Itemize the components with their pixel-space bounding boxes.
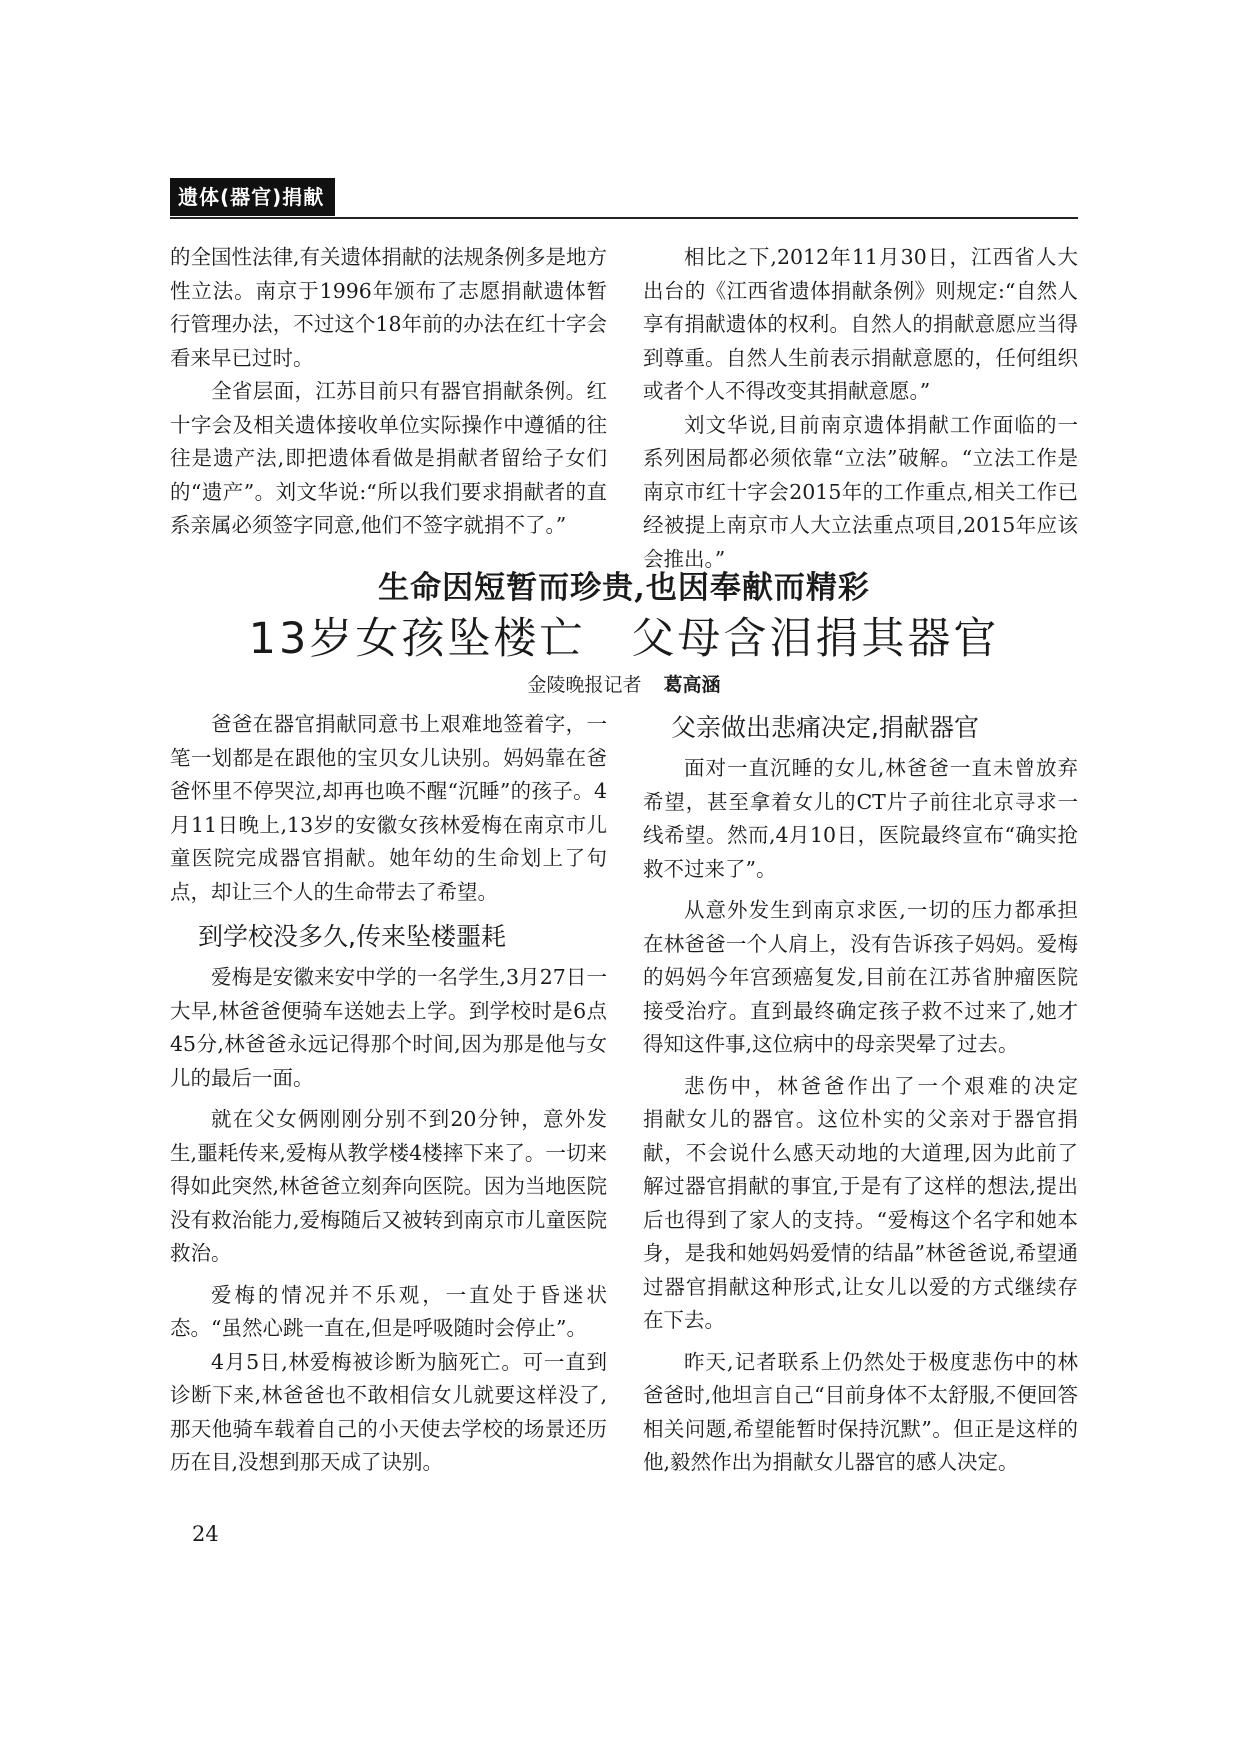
subheading: 父亲做出悲痛决定,捐献器官: [671, 713, 979, 742]
paragraph: 全省层面，江苏目前只有器官捐献条例。红十字会及相关遗体接收单位实际操作中遵循的往往是遗产法,即把遗体看做是捐献者留给子女们的“遗产”。刘文华说:“所以我们要求捐献者的直系亲属必须签字同意,他们不签字就捐不了。”: [170, 379, 607, 537]
subheading: 到学校没多久,传来坠楼噩耗: [198, 922, 506, 951]
section-tag: 遗体(器官)捐献: [170, 178, 335, 216]
article-headline: 13岁女孩坠楼亡 父母含泪捐其器官: [248, 614, 1000, 664]
paragraph: 从意外发生到南京求医,一切的压力都承担在林爸爸一个人肩上，没有告诉孩子妈妈。爱梅的妈妈今年宫颈癌复发,目前在江苏省肿瘤医院接受治疗。直到最终确定孩子救不过来了,她才得知这件事,这位病中的母亲哭晕了过去。: [643, 898, 1078, 1056]
byline: [170, 670, 1078, 697]
prior-article-left-column: [170, 241, 607, 543]
page-number: 24: [192, 1522, 219, 1546]
paragraph: 4月5日,林爱梅被诊断为脑死亡。可一直到诊断下来,林爸爸也不敢相信女儿就要这样没了,那天他骑车载着自己的小天使去学校的场景还历历在目,没想到那天成了诀别。: [170, 1349, 607, 1474]
intro-paragraph: 爸爸在器官捐献同意书上艰难地签着字，一笔一划都是在跟他的宝贝女儿诀别。妈妈靠在爸爸怀里不停哭泣,却再也唤不醒“沉睡”的孩子。4月11日晚上,13岁的安徽女孩林爱梅在南京市儿童医院完成器官捐献。她年幼的生命划上了句点，却让三个人的生命带去了希望。: [170, 712, 607, 904]
paragraph: 就在父女俩刚刚分别不到20分钟，意外发生,噩耗传来,爱梅从教学楼4楼摔下来了。一切来得如此突然,林爸爸立刻奔向医院。因为当地医院没有救治能力,爱梅随后又被转到南京市儿童医院救治。: [170, 1107, 608, 1265]
paragraph: 的全国性法律,有关遗体捐献的法规条例多是地方性立法。南京于1996年颁布了志愿捐献遗体暂行管理办法，不过这个18年前的办法在红十字会看来早已过时。: [170, 245, 608, 370]
header-rule: [170, 217, 1078, 219]
paragraph: 爱梅的情况并不乐观，一直处于昏迷状态。“虽然心跳一直在,但是呼吸随时会停止”。: [170, 1282, 607, 1340]
paragraph: 刘文华说,目前南京遗体捐献工作面临的一系列困局都必须依靠“立法”破解。“立法工作是南京市红十字会2015年的工作重点,相关工作已经被提上南京市人大立法重点项目,2015年应该会推出。”: [643, 412, 1078, 571]
byline-source: 金陵晚报记者: [527, 674, 642, 696]
paragraph: 相比之下,2012年11月30日，江西省人大出台的《江西省遗体捐献条例》则规定:“自然人享有捐献遗体的权利。自然人的捐献意愿应当得到尊重。自然人生前表示捐献意愿的，任何组织或者个人不得改变其捐献意愿。”: [643, 245, 1078, 403]
prior-article-right-column: [643, 241, 1078, 576]
paragraph: 爱梅是安徽来安中学的一名学生,3月27日一大早,林爸爸便骑车送她去上学。到学校时是6点45分,林爸爸永远记得那个时间,因为那是他与女儿的最后一面。: [170, 965, 607, 1090]
paragraph: 悲伤中，林爸爸作出了一个艰难的决定 捐献女儿的器官。这位朴实的父亲对于器官捐献，不会说什么感天动地的大道理,因为此前了解过器官捐献的事宜,于是有了这样的想法,提出后也得到了家人的支持。“爱梅这个名字和她本身，是我和她妈妈爱情的结晶”林爸爸说,希望通过器官捐献这种形式,让女儿以爱的方式继续存在下去。: [643, 1073, 1119, 1332]
paragraph: 昨天,记者联系上仍然处于极度悲伤中的林爸爸时,他坦言自己“目前身体不太舒服,不便回答相关问题,希望能暂时保持沉默”。但正是这样的他,毅然作出为捐献女儿器官的感人决定。: [643, 1349, 1078, 1474]
article-kicker: 生命因短暂而珍贵,也因奉献而精彩: [378, 570, 870, 606]
paragraph: 面对一直沉睡的女儿,林爸爸一直未曾放弃希望，甚至拿着女儿的CT片子前往北京寻求一线希望。然而,4月10日，医院最终宣布“确实抢救不过来了”。: [643, 756, 1078, 881]
article-right-column: [643, 708, 1119, 1480]
article-left-column: [170, 708, 607, 1480]
byline-reporter-name: 葛高涵: [663, 674, 721, 696]
